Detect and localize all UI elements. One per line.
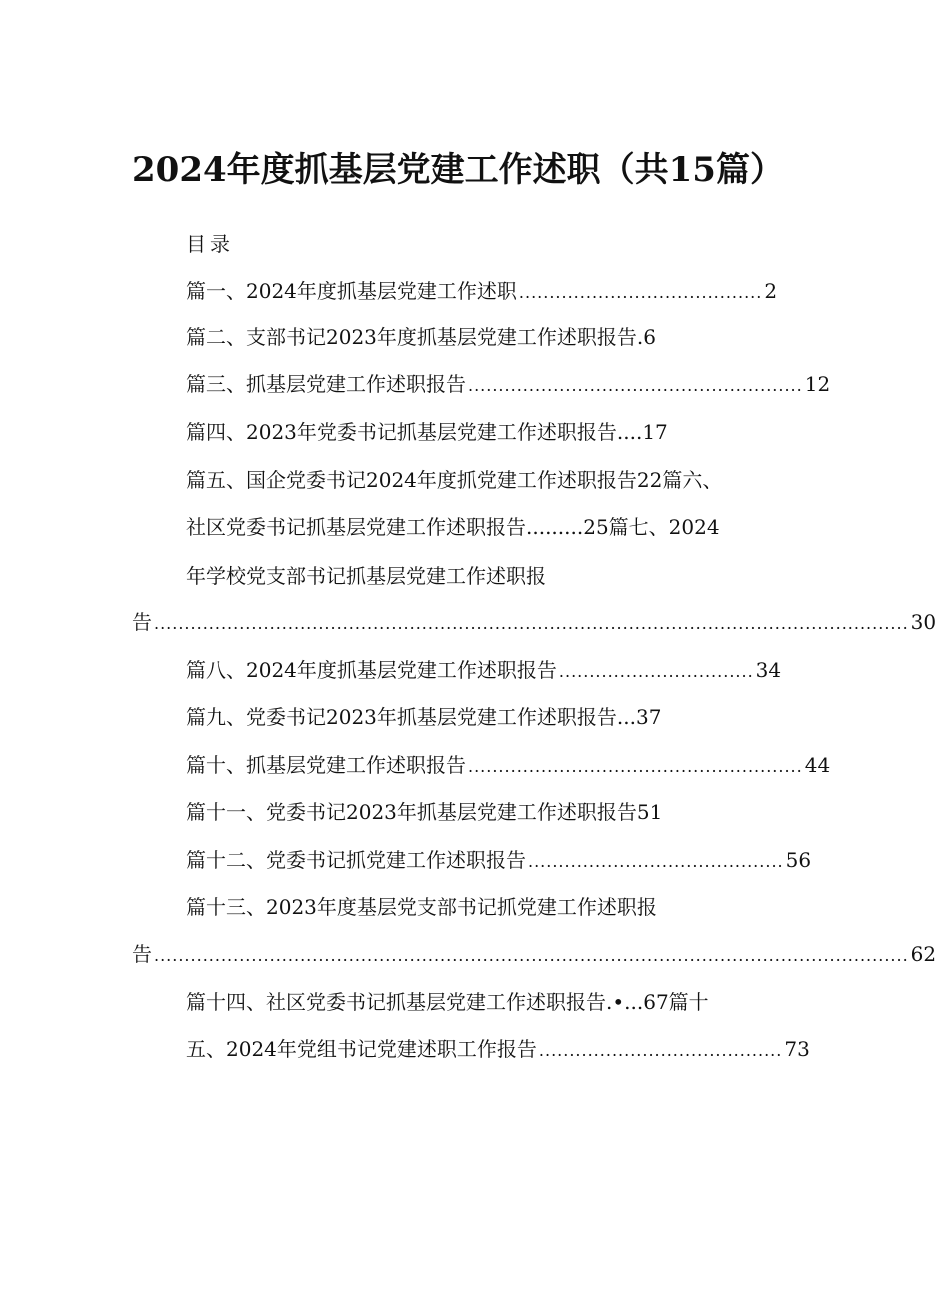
toc-line-text: 篇五、国企党委书记2024年度抓党建工作述职报告22篇六、 xyxy=(186,468,723,492)
toc-line-text: 篇九、党委书记2023年抓基层党建工作述职报告...37 xyxy=(186,705,662,729)
toc-line-text: 篇十三、2023年度基层党支部书记抓党建工作述职报 xyxy=(186,895,657,919)
toc-line-text: 篇三、抓基层党建工作述职报告 xyxy=(186,372,466,396)
toc-line-text: 篇十一、党委书记2023年抓基层党建工作述职报告51 xyxy=(186,800,663,824)
toc-page-number: 30 xyxy=(910,610,936,634)
toc-line[interactable] xyxy=(186,988,796,1016)
toc-page-number: 56 xyxy=(785,848,812,872)
toc-line[interactable] xyxy=(132,608,936,638)
toc-line[interactable] xyxy=(186,466,806,494)
toc-leader-dots: ............................................................................................................................ xyxy=(154,614,909,633)
toc-line[interactable] xyxy=(186,277,778,307)
toc-line-text: 篇二、支部书记2023年度抓基层党建工作述职报告.6 xyxy=(186,325,656,349)
toc-page-number: 34 xyxy=(755,658,782,682)
toc-line-text: 社区党委书记抓基层党建工作述职报告.........25篇七、2024 xyxy=(186,515,720,539)
toc-page-number: 12 xyxy=(804,372,831,396)
toc-leader-dots: ................................ xyxy=(558,662,754,681)
toc-line-text: 篇八、2024年度抓基层党建工作述职报告 xyxy=(186,658,557,682)
toc-line[interactable] xyxy=(186,562,626,590)
toc-leader-dots: ........................................ xyxy=(538,1041,783,1060)
toc-page-number: 2 xyxy=(764,279,778,303)
toc-leader-dots: .......................................... xyxy=(528,852,784,871)
toc-line[interactable] xyxy=(186,656,782,686)
toc-line[interactable] xyxy=(186,370,831,400)
toc-line[interactable] xyxy=(132,940,936,970)
toc-line[interactable] xyxy=(186,751,831,781)
toc-line-text: 篇十、抓基层党建工作述职报告 xyxy=(186,753,466,777)
toc-line-text: 五、2024年党组书记党建述职工作报告 xyxy=(186,1037,537,1061)
toc-line[interactable] xyxy=(186,1035,810,1065)
toc-line[interactable] xyxy=(186,893,746,921)
toc-line-text: 篇十二、党委书记抓党建工作述职报告 xyxy=(186,848,526,872)
document-title: 2024年度抓基层党建工作述职（共15篇） xyxy=(132,150,784,190)
toc-line[interactable] xyxy=(186,513,796,541)
toc-line[interactable] xyxy=(186,798,746,826)
toc-page-number: 62 xyxy=(910,942,936,966)
toc-heading: 目录 xyxy=(186,232,234,256)
toc-leader-dots: ........................................ xyxy=(518,283,763,302)
toc-leader-dots: ....................................................... xyxy=(468,757,803,776)
toc-line-text: 年学校党支部书记抓基层党建工作述职报 xyxy=(186,564,546,588)
toc-line[interactable] xyxy=(186,703,746,731)
toc-line-text: 篇一、2024年度抓基层党建工作述职 xyxy=(186,279,517,303)
toc-line-text: 篇十四、社区党委书记抓基层党建工作述职报告.•...67篇十 xyxy=(186,990,709,1014)
toc-line-text: 告 xyxy=(132,610,152,634)
toc-line-text: 篇四、2023年党委书记抓基层党建工作述职报告....17 xyxy=(186,420,668,444)
toc-line[interactable] xyxy=(186,418,746,446)
toc-page-number: 73 xyxy=(784,1037,810,1061)
toc-line[interactable] xyxy=(186,846,812,876)
toc-leader-dots: ....................................................... xyxy=(468,376,803,395)
toc-leader-dots: ............................................................................................................................ xyxy=(154,946,909,965)
toc-line-text: 告 xyxy=(132,942,152,966)
toc-line[interactable] xyxy=(186,323,746,351)
toc-page-number: 44 xyxy=(804,753,831,777)
